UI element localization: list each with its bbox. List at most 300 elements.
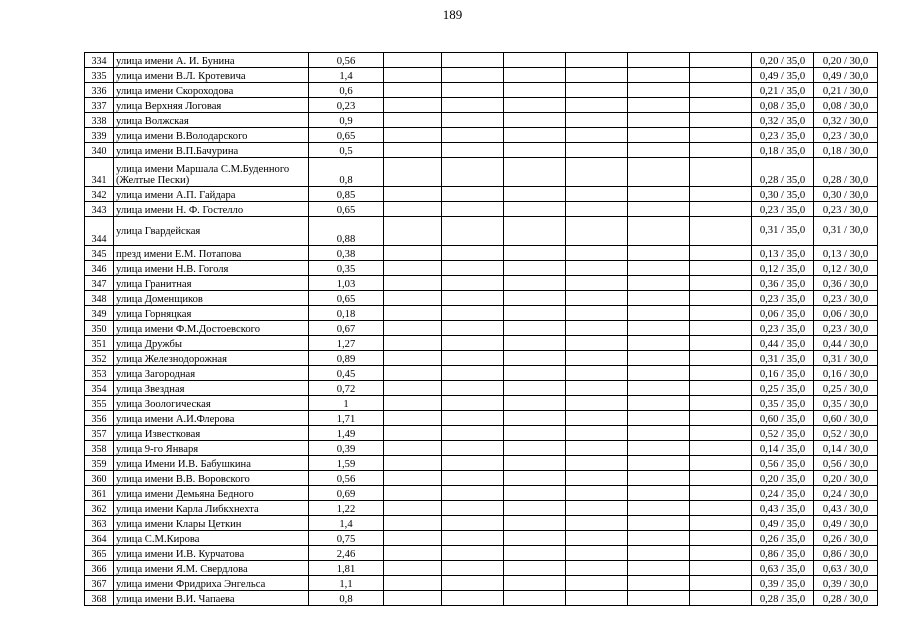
empty-cell [566,576,628,591]
empty-cell [690,426,752,441]
empty-cell [628,143,690,158]
row-number-cell: 345 [85,246,114,261]
length-cell: 1,4 [309,68,384,83]
empty-cell [690,396,752,411]
empty-cell [628,202,690,217]
street-name-cell: улица С.М.Кирова [114,531,309,546]
table-row [85,202,878,217]
empty-cell [504,351,566,366]
length-cell: 0,8 [309,158,384,187]
empty-cell [384,381,442,396]
empty-cell [690,113,752,128]
value-30-cell: 0,21 / 30,0 [814,83,878,98]
empty-cell [384,396,442,411]
street-name-cell: улица имени А. И. Бунина [114,53,309,68]
value-35-cell: 0,06 / 35,0 [752,306,814,321]
street-name-cell: улица Горняцкая [114,306,309,321]
length-cell: 0,89 [309,351,384,366]
empty-cell [442,561,504,576]
empty-cell [628,411,690,426]
row-number-cell: 353 [85,366,114,381]
empty-cell [504,306,566,321]
value-35-cell: 0,28 / 35,0 [752,158,814,187]
value-30-cell: 0,60 / 30,0 [814,411,878,426]
empty-cell [690,202,752,217]
empty-cell [504,456,566,471]
value-35-cell: 0,20 / 35,0 [752,471,814,486]
empty-cell [504,381,566,396]
value-30-cell: 0,43 / 30,0 [814,501,878,516]
length-cell: 0,65 [309,291,384,306]
value-35-cell: 0,25 / 35,0 [752,381,814,396]
length-cell: 0,35 [309,261,384,276]
value-35-cell: 0,60 / 35,0 [752,411,814,426]
length-cell: 0,38 [309,246,384,261]
empty-cell [566,291,628,306]
empty-cell [628,366,690,381]
empty-cell [504,187,566,202]
row-number-cell: 337 [85,98,114,113]
empty-cell [566,158,628,187]
empty-cell [566,381,628,396]
empty-cell [566,441,628,456]
empty-cell [566,202,628,217]
street-name-cell: улица имени В.В. Воровского [114,471,309,486]
table-row [85,576,878,591]
table-row [85,187,878,202]
length-cell: 0,56 [309,53,384,68]
empty-cell [442,396,504,411]
table-row [85,396,878,411]
row-number-cell: 342 [85,187,114,202]
street-name-cell: улица имени Клары Цеткин [114,516,309,531]
row-number-cell: 358 [85,441,114,456]
table-row [85,516,878,531]
length-cell: 1,03 [309,276,384,291]
value-30-cell: 0,31 / 30,0 [814,217,878,246]
length-cell: 1,59 [309,456,384,471]
table-row [85,381,878,396]
empty-cell [628,321,690,336]
length-cell: 0,56 [309,471,384,486]
empty-cell [504,501,566,516]
length-cell: 0,67 [309,321,384,336]
row-number-cell: 338 [85,113,114,128]
empty-cell [566,246,628,261]
table-row [85,158,878,187]
street-name-cell: улица имени Н. Ф. Гостелло [114,202,309,217]
empty-cell [442,98,504,113]
table-row [85,336,878,351]
empty-cell [504,411,566,426]
row-number-cell: 357 [85,426,114,441]
table-row [85,561,878,576]
empty-cell [690,516,752,531]
value-30-cell: 0,08 / 30,0 [814,98,878,113]
empty-cell [504,143,566,158]
empty-cell [628,187,690,202]
empty-cell [566,113,628,128]
length-cell: 0,39 [309,441,384,456]
value-30-cell: 0,36 / 30,0 [814,276,878,291]
empty-cell [442,516,504,531]
empty-cell [384,486,442,501]
empty-cell [566,321,628,336]
table-row [85,276,878,291]
empty-cell [628,456,690,471]
value-30-cell: 0,23 / 30,0 [814,128,878,143]
street-name-cell: улица Железнодорожная [114,351,309,366]
empty-cell [690,187,752,202]
empty-cell [566,306,628,321]
length-cell: 2,46 [309,546,384,561]
street-name-cell: улица имени Ф.М.Достоевского [114,321,309,336]
length-cell: 0,69 [309,486,384,501]
length-cell: 0,6 [309,83,384,98]
empty-cell [628,276,690,291]
length-cell: 1,22 [309,501,384,516]
empty-cell [690,321,752,336]
empty-cell [628,381,690,396]
roads-table [84,52,878,606]
empty-cell [690,261,752,276]
value-30-cell: 0,32 / 30,0 [814,113,878,128]
empty-cell [504,291,566,306]
empty-cell [384,471,442,486]
empty-cell [504,98,566,113]
value-30-cell: 0,23 / 30,0 [814,321,878,336]
row-number-cell: 356 [85,411,114,426]
empty-cell [384,202,442,217]
empty-cell [628,83,690,98]
empty-cell [628,486,690,501]
row-number-cell: 368 [85,591,114,606]
table-body [85,53,878,606]
street-name-cell: улица Звездная [114,381,309,396]
row-number-cell: 346 [85,261,114,276]
empty-cell [442,68,504,83]
value-35-cell: 0,16 / 35,0 [752,366,814,381]
street-name-cell: улица имени В.Л. Кротевича [114,68,309,83]
value-35-cell: 0,43 / 35,0 [752,501,814,516]
value-35-cell: 0,24 / 35,0 [752,486,814,501]
value-35-cell: 0,44 / 35,0 [752,336,814,351]
empty-cell [690,53,752,68]
value-30-cell: 0,86 / 30,0 [814,546,878,561]
value-35-cell: 0,63 / 35,0 [752,561,814,576]
row-number-cell: 343 [85,202,114,217]
empty-cell [442,366,504,381]
empty-cell [442,591,504,606]
value-35-cell: 0,52 / 35,0 [752,426,814,441]
empty-cell [384,246,442,261]
row-number-cell: 340 [85,143,114,158]
empty-cell [628,531,690,546]
table-row [85,501,878,516]
empty-cell [442,83,504,98]
empty-cell [384,366,442,381]
row-number-cell: 359 [85,456,114,471]
value-30-cell: 0,12 / 30,0 [814,261,878,276]
value-35-cell: 0,31 / 35,0 [752,351,814,366]
value-30-cell: 0,44 / 30,0 [814,336,878,351]
row-number-cell: 362 [85,501,114,516]
length-cell: 0,8 [309,591,384,606]
page-number: 189 [442,7,463,22]
value-30-cell: 0,18 / 30,0 [814,143,878,158]
value-35-cell: 0,23 / 35,0 [752,291,814,306]
street-name-cell: улица имени В.П.Бачурина [114,143,309,158]
table-row [85,321,878,336]
empty-cell [566,351,628,366]
length-cell: 0,72 [309,381,384,396]
empty-cell [442,441,504,456]
empty-cell [566,128,628,143]
empty-cell [384,411,442,426]
empty-cell [504,246,566,261]
table-row [85,486,878,501]
empty-cell [566,531,628,546]
value-35-cell: 0,56 / 35,0 [752,456,814,471]
empty-cell [566,561,628,576]
length-cell: 0,65 [309,202,384,217]
empty-cell [628,351,690,366]
empty-cell [628,471,690,486]
empty-cell [504,261,566,276]
empty-cell [690,381,752,396]
row-number-cell: 347 [85,276,114,291]
row-number-cell: 355 [85,396,114,411]
empty-cell [384,456,442,471]
empty-cell [504,366,566,381]
table-row [85,217,878,246]
table-row [85,546,878,561]
empty-cell [504,321,566,336]
length-cell: 1 [309,396,384,411]
street-name-cell: улица имени И.В. Курчатова [114,546,309,561]
value-30-cell: 0,56 / 30,0 [814,456,878,471]
empty-cell [504,83,566,98]
empty-cell [384,561,442,576]
empty-cell [628,591,690,606]
empty-cell [690,366,752,381]
row-number-cell: 344 [85,217,114,246]
empty-cell [566,217,628,246]
empty-cell [384,501,442,516]
empty-cell [504,68,566,83]
street-name-cell: улица Дружбы [114,336,309,351]
street-name-cell: улица Зоологическая [114,396,309,411]
empty-cell [442,113,504,128]
empty-cell [566,471,628,486]
empty-cell [504,516,566,531]
empty-cell [504,426,566,441]
value-35-cell: 0,23 / 35,0 [752,321,814,336]
empty-cell [566,187,628,202]
length-cell: 0,5 [309,143,384,158]
table-row [85,261,878,276]
empty-cell [628,546,690,561]
empty-cell [566,336,628,351]
street-name-cell: улица Верхняя Логовая [114,98,309,113]
row-number-cell: 367 [85,576,114,591]
empty-cell [628,291,690,306]
empty-cell [628,426,690,441]
street-name-cell: улица Загородная [114,366,309,381]
empty-cell [504,531,566,546]
street-name-cell: улица Волжская [114,113,309,128]
empty-cell [442,351,504,366]
empty-cell [628,336,690,351]
length-cell: 1,71 [309,411,384,426]
empty-cell [504,441,566,456]
empty-cell [384,441,442,456]
empty-cell [384,187,442,202]
street-name-cell: улица Гранитная [114,276,309,291]
value-30-cell: 0,30 / 30,0 [814,187,878,202]
empty-cell [566,261,628,276]
table-row [85,246,878,261]
empty-cell [628,441,690,456]
empty-cell [442,187,504,202]
empty-cell [504,158,566,187]
row-number-cell: 350 [85,321,114,336]
empty-cell [384,53,442,68]
value-30-cell: 0,31 / 30,0 [814,351,878,366]
empty-cell [442,306,504,321]
empty-cell [384,276,442,291]
row-number-cell: 336 [85,83,114,98]
empty-cell [690,486,752,501]
row-number-cell: 339 [85,128,114,143]
empty-cell [442,53,504,68]
empty-cell [442,336,504,351]
empty-cell [628,516,690,531]
empty-cell [442,158,504,187]
empty-cell [690,591,752,606]
value-30-cell: 0,52 / 30,0 [814,426,878,441]
empty-cell [384,546,442,561]
value-30-cell: 0,14 / 30,0 [814,441,878,456]
value-35-cell: 0,13 / 35,0 [752,246,814,261]
empty-cell [442,486,504,501]
empty-cell [442,261,504,276]
empty-cell [566,411,628,426]
empty-cell [628,396,690,411]
empty-cell [628,53,690,68]
length-cell: 1,81 [309,561,384,576]
row-number-cell: 361 [85,486,114,501]
value-30-cell: 0,39 / 30,0 [814,576,878,591]
empty-cell [628,113,690,128]
empty-cell [690,351,752,366]
table-row [85,591,878,606]
row-number-cell: 352 [85,351,114,366]
empty-cell [690,411,752,426]
empty-cell [628,576,690,591]
empty-cell [566,98,628,113]
street-name-cell: улица имени Н.В. Гоголя [114,261,309,276]
empty-cell [504,276,566,291]
length-cell: 0,85 [309,187,384,202]
empty-cell [628,217,690,246]
row-number-cell: 351 [85,336,114,351]
empty-cell [442,202,504,217]
table-row [85,306,878,321]
empty-cell [384,576,442,591]
row-number-cell: 348 [85,291,114,306]
row-number-cell: 354 [85,381,114,396]
empty-cell [628,98,690,113]
empty-cell [384,217,442,246]
empty-cell [690,501,752,516]
empty-cell [566,426,628,441]
empty-cell [690,306,752,321]
empty-cell [384,261,442,276]
length-cell: 0,88 [309,217,384,246]
empty-cell [690,456,752,471]
empty-cell [442,546,504,561]
length-cell: 0,45 [309,366,384,381]
empty-cell [690,217,752,246]
empty-cell [442,217,504,246]
empty-cell [566,396,628,411]
value-35-cell: 0,26 / 35,0 [752,531,814,546]
empty-cell [442,381,504,396]
street-name-cell: улица Известковая [114,426,309,441]
length-cell: 0,65 [309,128,384,143]
empty-cell [566,276,628,291]
empty-cell [442,471,504,486]
row-number-cell: 349 [85,306,114,321]
empty-cell [442,411,504,426]
value-35-cell: 0,32 / 35,0 [752,113,814,128]
empty-cell [690,561,752,576]
length-cell: 0,75 [309,531,384,546]
value-35-cell: 0,31 / 35,0 [752,217,814,246]
row-number-cell: 363 [85,516,114,531]
length-cell: 1,4 [309,516,384,531]
street-name-cell: улица имени Фридриха Энгельса [114,576,309,591]
empty-cell [442,501,504,516]
table-row [85,411,878,426]
length-cell: 0,9 [309,113,384,128]
empty-cell [442,426,504,441]
value-35-cell: 0,12 / 35,0 [752,261,814,276]
length-cell: 1,49 [309,426,384,441]
value-35-cell: 0,23 / 35,0 [752,128,814,143]
empty-cell [504,217,566,246]
value-30-cell: 0,35 / 30,0 [814,396,878,411]
empty-cell [384,143,442,158]
street-name-cell: улица имени А.И.Флерова [114,411,309,426]
empty-cell [384,591,442,606]
value-35-cell: 0,28 / 35,0 [752,591,814,606]
empty-cell [566,68,628,83]
value-35-cell: 0,08 / 35,0 [752,98,814,113]
value-35-cell: 0,36 / 35,0 [752,276,814,291]
table-row [85,68,878,83]
empty-cell [384,516,442,531]
empty-cell [384,531,442,546]
empty-cell [504,113,566,128]
table-row [85,291,878,306]
empty-cell [442,246,504,261]
empty-cell [566,83,628,98]
table-row [85,83,878,98]
empty-cell [384,158,442,187]
street-name-cell: улица Гвардейская [114,217,309,246]
